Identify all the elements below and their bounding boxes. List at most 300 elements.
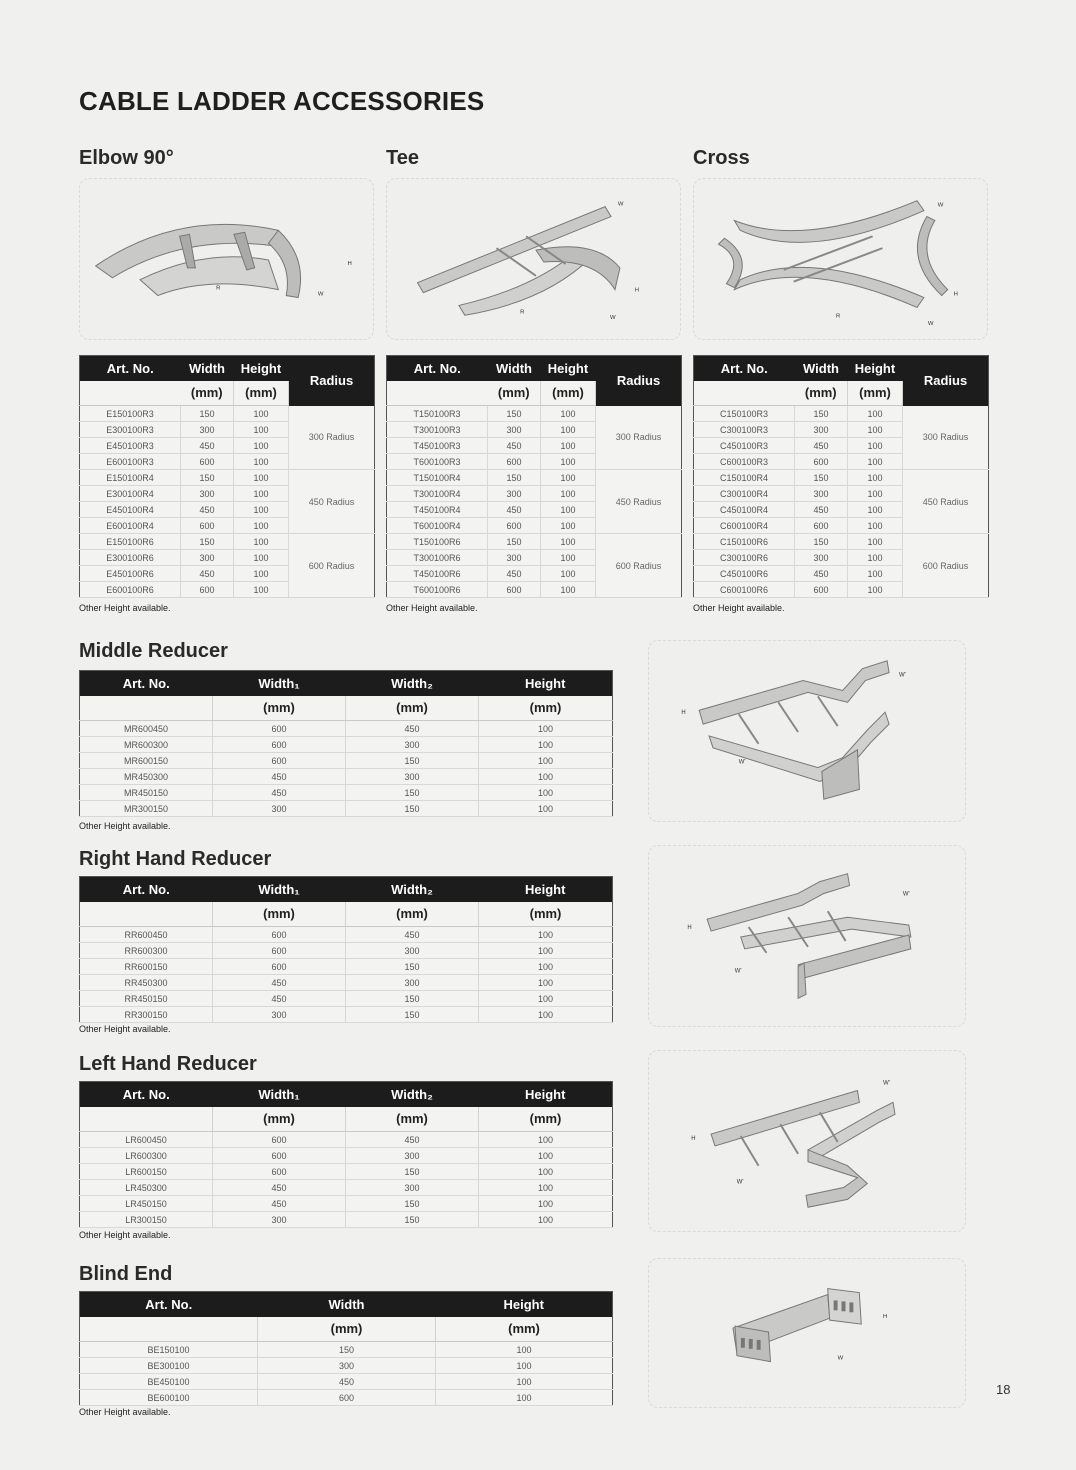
col-width: Width [258,1292,436,1317]
table-cell: BE450100 [80,1374,258,1390]
table-cell: 150 [795,406,848,422]
table-cell: T450100R6 [387,566,488,582]
unit-mm: (mm) [795,381,848,406]
table-cell: 100 [541,486,596,502]
table-cell: 150 [181,534,234,550]
table-cell: 100 [436,1358,613,1374]
table-cell: C450100R6 [694,566,795,582]
table-cell: 100 [234,486,289,502]
col-art-no: Art. No. [694,356,795,381]
table-cell: E150100R3 [80,406,181,422]
table-cell: C300100R4 [694,486,795,502]
unit-mm: (mm) [346,696,479,721]
left-reducer-note: Other Height available. [79,1230,171,1240]
radius-group: 450 Radius [596,470,682,534]
table-cell: E300100R6 [80,550,181,566]
radius-group: 600 Radius [289,534,375,598]
table-cell: LR300150 [80,1212,213,1228]
svg-text:W': W' [883,1080,890,1087]
table-cell: E600100R4 [80,518,181,534]
table-cell: E150100R6 [80,534,181,550]
right-hand-reducer-diagram [648,845,966,1027]
table-row [80,769,613,785]
table-cell: 100 [848,406,903,422]
table-cell: 150 [346,801,479,817]
tee-heading: Tee [386,147,419,169]
col-art-no: Art. No. [80,356,181,381]
table-cell: 450 [488,502,541,518]
svg-text:R: R [836,313,841,320]
table-row [387,534,682,550]
table-cell: 150 [346,991,479,1007]
table-cell: E150100R4 [80,470,181,486]
table-cell: 600 [213,753,346,769]
table-row [694,406,989,422]
table-cell: 100 [479,753,613,769]
table-cell: 100 [848,566,903,582]
table-cell: 150 [346,1212,479,1228]
table-cell: 150 [346,753,479,769]
col-height: Height [436,1292,613,1317]
table-row [694,470,989,486]
table-cell: 100 [541,566,596,582]
col-art-no: Art. No. [80,877,213,902]
table-cell: T300100R4 [387,486,488,502]
table-row [80,975,613,991]
table-cell: 600 [488,518,541,534]
table-cell: 100 [234,566,289,582]
svg-text:H: H [691,1136,696,1143]
table-cell: 100 [848,454,903,470]
table-row [80,943,613,959]
table-row [80,1164,613,1180]
table-cell: RR600150 [80,959,213,975]
table-cell: 300 [346,943,479,959]
table-cell: 100 [479,1007,613,1023]
table-cell: RR600450 [80,927,213,943]
table-cell: 300 [346,1148,479,1164]
table-cell: 100 [234,422,289,438]
radius-group: 300 Radius [596,406,682,470]
table-cell: 100 [541,406,596,422]
table-cell: 100 [479,769,613,785]
table-cell: RR300150 [80,1007,213,1023]
table-row [80,801,613,817]
table-cell: 100 [234,518,289,534]
table-cell: 450 [181,502,234,518]
table-cell: 150 [181,406,234,422]
table-cell: 150 [181,470,234,486]
table-row [80,785,613,801]
col-radius: Radius [903,356,989,406]
table-cell: MR600450 [80,721,213,737]
table-cell: 300 [213,801,346,817]
table-row [80,406,375,422]
table-row [80,1212,613,1228]
table-row [80,1390,613,1406]
table-row [387,406,682,422]
col-width: Width [488,356,541,381]
table-cell: T300100R3 [387,422,488,438]
radius-group: 300 Radius [289,406,375,470]
table-cell: 450 [181,566,234,582]
table-cell: E600100R3 [80,454,181,470]
table-cell: 100 [234,502,289,518]
table-cell: 600 [213,1132,346,1148]
left-reducer-table [79,1081,613,1228]
middle-reducer-table [79,670,613,817]
table-row [80,721,613,737]
table-cell: T150100R3 [387,406,488,422]
table-cell: 100 [479,737,613,753]
table-cell: 300 [346,737,479,753]
table-cell: 450 [258,1374,436,1390]
unit-mm: (mm) [479,1107,613,1132]
table-cell: MR300150 [80,801,213,817]
col-art-no: Art. No. [80,1082,213,1107]
table-cell: 300 [488,422,541,438]
table-cell: 600 [213,737,346,753]
svg-text:W: W [927,321,934,328]
radius-group: 600 Radius [596,534,682,598]
table-row [80,737,613,753]
tee-note: Other Height available. [386,603,478,613]
table-cell: 450 [346,1132,479,1148]
page-title: CABLE LADDER ACCESSORIES [79,86,485,116]
table-cell: 600 [181,454,234,470]
table-cell: LR450300 [80,1180,213,1196]
elbow-heading: Elbow 90° [79,147,174,169]
middle-reducer-note: Other Height available. [79,821,171,831]
table-cell: T600100R3 [387,454,488,470]
table-cell: 300 [181,486,234,502]
svg-text:W': W' [902,891,910,898]
table-cell: C600100R3 [694,454,795,470]
table-cell: 100 [848,582,903,598]
col-height: Height [479,671,613,696]
table-cell: 450 [213,769,346,785]
col-width: Width [795,356,848,381]
unit-mm: (mm) [541,381,596,406]
table-cell: 150 [346,1007,479,1023]
unit-mm: (mm) [479,902,613,927]
col-width2: Width₂ [346,1082,479,1107]
table-cell: 150 [346,959,479,975]
table-cell: 100 [479,975,613,991]
svg-text:W: W [610,315,616,322]
table-cell: 100 [541,454,596,470]
table-cell: T150100R4 [387,470,488,486]
svg-text:W: W [617,201,624,208]
table-cell: C600100R6 [694,582,795,598]
table-cell: RR450150 [80,991,213,1007]
radius-group: 300 Radius [903,406,989,470]
table-cell: 100 [436,1342,613,1358]
unit-mm: (mm) [346,902,479,927]
blind-end-table [79,1291,613,1406]
table-row [80,1180,613,1196]
table-cell: E600100R6 [80,582,181,598]
table-cell: 600 [181,518,234,534]
unit-mm: (mm) [346,1107,479,1132]
table-row [80,991,613,1007]
table-cell: 450 [213,785,346,801]
unit-mm: (mm) [213,902,346,927]
table-cell: 300 [795,422,848,438]
table-cell: C450100R3 [694,438,795,454]
table-cell: 600 [795,454,848,470]
table-cell: LR600150 [80,1164,213,1180]
table-cell: 100 [848,550,903,566]
table-cell: 300 [488,486,541,502]
table-cell: 100 [541,502,596,518]
blind-end-diagram [648,1258,966,1408]
table-cell: 450 [213,991,346,1007]
unit-mm: (mm) [234,381,289,406]
svg-text:H: H [681,710,686,717]
table-cell: 100 [234,470,289,486]
table-cell: 100 [479,1212,613,1228]
table-cell: 100 [479,991,613,1007]
table-cell: 450 [213,975,346,991]
col-width2: Width₂ [346,671,479,696]
table-cell: 450 [213,1180,346,1196]
right-reducer-table [79,876,613,1023]
table-cell: 300 [488,550,541,566]
table-cell: 100 [234,582,289,598]
table-cell: 150 [488,534,541,550]
table-cell: 600 [213,959,346,975]
table-cell: MR450300 [80,769,213,785]
table-cell: BE600100 [80,1390,258,1406]
table-cell: MR600300 [80,737,213,753]
table-row [80,927,613,943]
table-cell: 100 [541,438,596,454]
table-cell: 150 [346,785,479,801]
blind-end-note: Other Height available. [79,1407,171,1417]
cross-heading: Cross [693,147,750,169]
left-hand-reducer-diagram [648,1050,966,1232]
table-cell: MR450150 [80,785,213,801]
table-cell: 100 [436,1374,613,1390]
table-cell: 100 [234,406,289,422]
table-cell: 100 [848,502,903,518]
table-cell: T450100R4 [387,502,488,518]
table-cell: 100 [479,801,613,817]
table-cell: BE300100 [80,1358,258,1374]
left-reducer-heading: Left Hand Reducer [79,1053,257,1075]
table-cell: 300 [213,1212,346,1228]
col-art-no: Art. No. [387,356,488,381]
col-height: Height [234,356,289,381]
table-cell: 100 [234,454,289,470]
table-cell: 100 [541,534,596,550]
table-cell: 100 [541,550,596,566]
middle-reducer-heading: Middle Reducer [79,640,228,662]
col-height: Height [848,356,903,381]
table-cell: 600 [213,943,346,959]
svg-text:W': W' [736,1179,744,1186]
table-cell: 600 [795,518,848,534]
table-cell: 600 [213,1164,346,1180]
table-cell: 100 [848,486,903,502]
table-cell: 600 [213,927,346,943]
table-cell: 100 [479,785,613,801]
table-cell: 450 [795,502,848,518]
col-art-no: Art. No. [80,1292,258,1317]
table-cell: 100 [541,422,596,438]
table-cell: 100 [479,1180,613,1196]
table-cell: 450 [213,1196,346,1212]
col-radius: Radius [596,356,682,406]
table-cell: 100 [436,1390,613,1406]
tee-diagram [386,178,681,340]
table-cell: 300 [213,1007,346,1023]
table-row [80,1342,613,1358]
table-row [80,1007,613,1023]
table-cell: 300 [346,975,479,991]
table-cell: 600 [488,582,541,598]
table-cell: E300100R3 [80,422,181,438]
table-row [80,1374,613,1390]
table-cell: 100 [541,518,596,534]
svg-text:W': W' [734,968,742,975]
table-cell: 450 [346,721,479,737]
table-cell: 100 [848,518,903,534]
table-cell: T300100R6 [387,550,488,566]
unit-mm: (mm) [181,381,234,406]
table-cell: 150 [795,470,848,486]
table-cell: 100 [479,959,613,975]
table-cell: 450 [795,438,848,454]
svg-text:H: H [347,260,352,267]
table-cell: 100 [234,534,289,550]
table-cell: LR450150 [80,1196,213,1212]
table-row [80,470,375,486]
unit-mm: (mm) [258,1317,436,1342]
table-cell: 450 [181,438,234,454]
unit-mm: (mm) [213,696,346,721]
table-cell: 600 [488,454,541,470]
col-width1: Width₁ [213,671,346,696]
col-width: Width [181,356,234,381]
table-cell: 100 [479,927,613,943]
elbow-table [79,355,375,598]
table-row [80,959,613,975]
col-height: Height [479,877,613,902]
right-reducer-heading: Right Hand Reducer [79,848,272,870]
svg-text:H: H [634,287,640,294]
table-cell: 100 [479,721,613,737]
svg-text:H: H [882,1314,888,1321]
table-cell: 300 [795,486,848,502]
table-cell: RR600300 [80,943,213,959]
table-cell: C150100R3 [694,406,795,422]
table-cell: 300 [258,1358,436,1374]
table-row [80,1132,613,1148]
svg-text:R: R [216,285,221,292]
page-number: 18 [996,1382,1011,1397]
table-cell: 150 [488,470,541,486]
cross-table [693,355,989,598]
table-cell: 100 [541,582,596,598]
table-cell: 150 [488,406,541,422]
table-cell: 300 [795,550,848,566]
table-cell: 300 [181,550,234,566]
col-art-no: Art. No. [80,671,213,696]
table-cell: 300 [181,422,234,438]
table-cell: C300100R3 [694,422,795,438]
table-cell: RR450300 [80,975,213,991]
col-width1: Width₁ [213,1082,346,1107]
svg-text:R: R [520,309,525,316]
table-cell: 300 [346,1180,479,1196]
col-height: Height [541,356,596,381]
table-cell: 100 [479,1132,613,1148]
table-cell: E450100R4 [80,502,181,518]
table-cell: E450100R6 [80,566,181,582]
table-cell: 100 [479,1148,613,1164]
table-cell: 450 [488,566,541,582]
table-cell: C300100R6 [694,550,795,566]
table-cell: 100 [848,470,903,486]
svg-text:W: W [837,1355,844,1362]
unit-mm: (mm) [213,1107,346,1132]
unit-mm: (mm) [848,381,903,406]
table-row [80,534,375,550]
table-cell: 450 [346,927,479,943]
col-width2: Width₂ [346,877,479,902]
table-cell: 100 [541,470,596,486]
table-cell: 600 [181,582,234,598]
blind-end-heading: Blind End [79,1263,173,1285]
table-cell: 450 [488,438,541,454]
middle-reducer-diagram [648,640,966,822]
svg-text:W': W' [738,759,746,766]
table-row [80,1358,613,1374]
svg-text:W: W [317,291,324,298]
table-cell: BE150100 [80,1342,258,1358]
table-cell: 600 [258,1390,436,1406]
table-cell: C600100R4 [694,518,795,534]
table-cell: T150100R6 [387,534,488,550]
table-cell: 100 [479,943,613,959]
table-row [80,1148,613,1164]
table-cell: 100 [234,438,289,454]
table-cell: 150 [346,1164,479,1180]
table-cell: 150 [258,1342,436,1358]
table-cell: LR600300 [80,1148,213,1164]
unit-mm: (mm) [488,381,541,406]
table-cell: T600100R6 [387,582,488,598]
table-cell: 150 [346,1196,479,1212]
table-row [694,534,989,550]
cross-note: Other Height available. [693,603,785,613]
table-cell: T450100R3 [387,438,488,454]
svg-text:W': W' [898,672,906,679]
table-row [80,1196,613,1212]
radius-group: 450 Radius [289,470,375,534]
svg-text:H: H [687,925,692,932]
table-cell: 100 [848,422,903,438]
table-cell: 100 [479,1196,613,1212]
table-row [80,753,613,769]
table-cell: 300 [346,769,479,785]
unit-mm: (mm) [436,1317,613,1342]
table-cell: 600 [213,721,346,737]
unit-mm: (mm) [479,696,613,721]
table-cell: C150100R6 [694,534,795,550]
